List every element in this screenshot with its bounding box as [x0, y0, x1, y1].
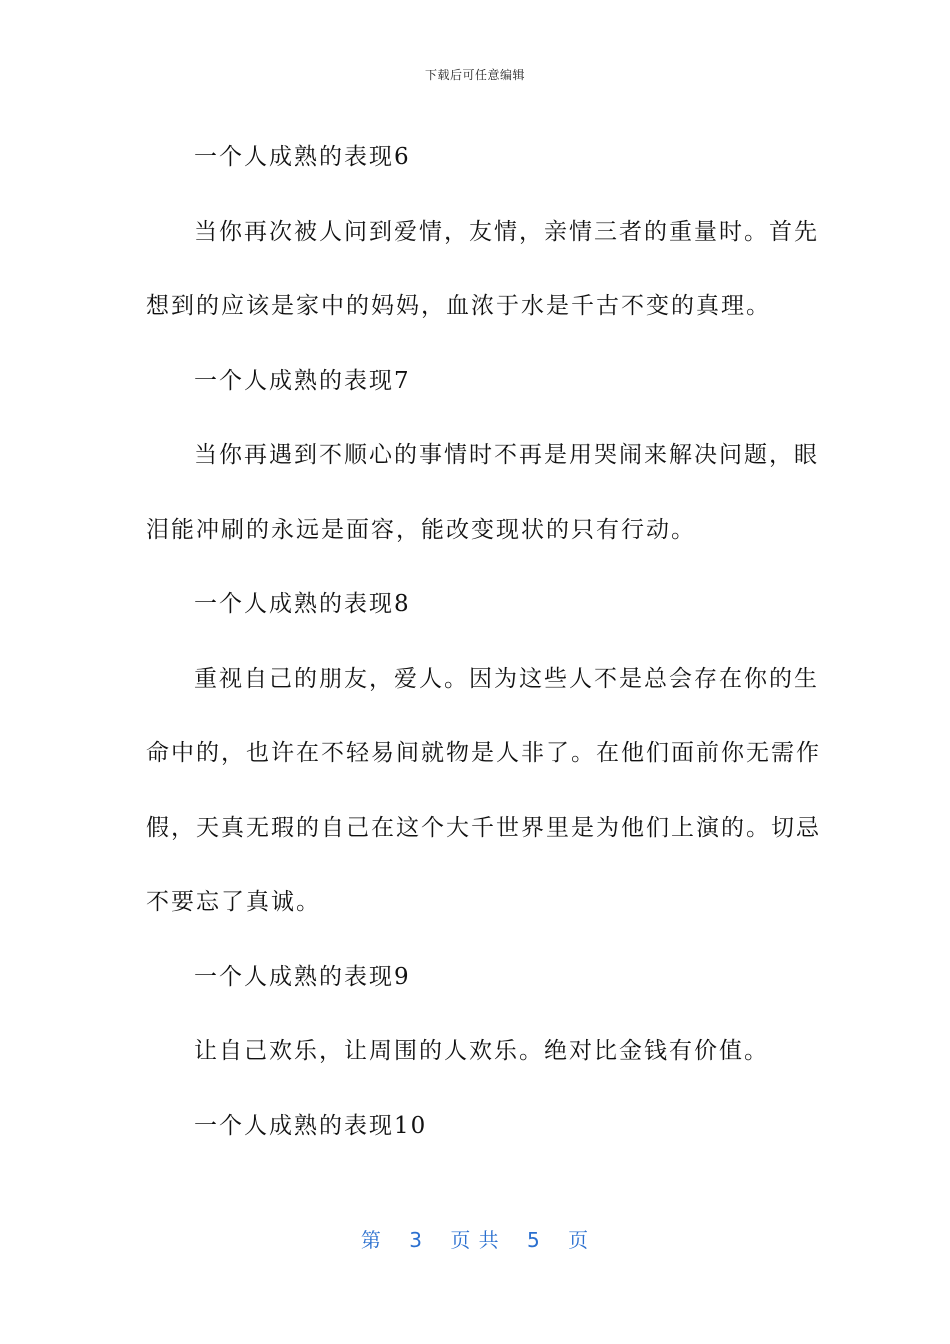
paragraph-line: 假，天真无瑕的自己在这个大千世界里是为他们上演的。切忌 [146, 814, 821, 841]
footer-middle: 页 共 [450, 1228, 500, 1252]
page-footer [0, 1224, 950, 1253]
current-page-number: 3 [409, 1228, 423, 1252]
paragraph-line: 让自己欢乐，让周围的人欢乐。绝对比金钱有价值。 [194, 1038, 769, 1064]
paragraph-line: 命中的，也许在不轻易间就物是人非了。在他们面前你无需作 [146, 740, 821, 766]
paragraph-line: 重视自己的朋友，爱人。因为这些人不是总会存在你的生 [194, 665, 819, 692]
section-heading: 一个人成熟的表现8 [194, 591, 411, 617]
paragraph-line: 当你再遇到不顺心的事情时不再是用哭闹来解决问题，眼 [194, 442, 819, 468]
header-note: 下载后可任意编辑 [424, 68, 525, 82]
paragraph-line: 不要忘了真诚。 [146, 889, 321, 915]
section-heading: 一个人成熟的表现6 [194, 144, 411, 170]
document-body [146, 120, 821, 1163]
section-heading: 一个人成熟的表现7 [194, 367, 411, 394]
section-heading: 一个人成熟的表现10 [194, 1112, 428, 1139]
footer-prefix: 第 [360, 1228, 382, 1252]
paragraph-line: 泪能冲刷的永远是面容，能改变现状的只有行动。 [146, 516, 696, 543]
paragraph-line: 当你再次被人问到爱情，友情，亲情三者的重量时。首先 [194, 218, 819, 245]
section-heading: 一个人成熟的表现9 [194, 963, 411, 990]
total-pages-number: 5 [527, 1228, 541, 1252]
paragraph-line: 想到的应该是家中的妈妈，血浓于水是千古不变的真理。 [146, 293, 771, 319]
footer-suffix: 页 [568, 1228, 590, 1252]
